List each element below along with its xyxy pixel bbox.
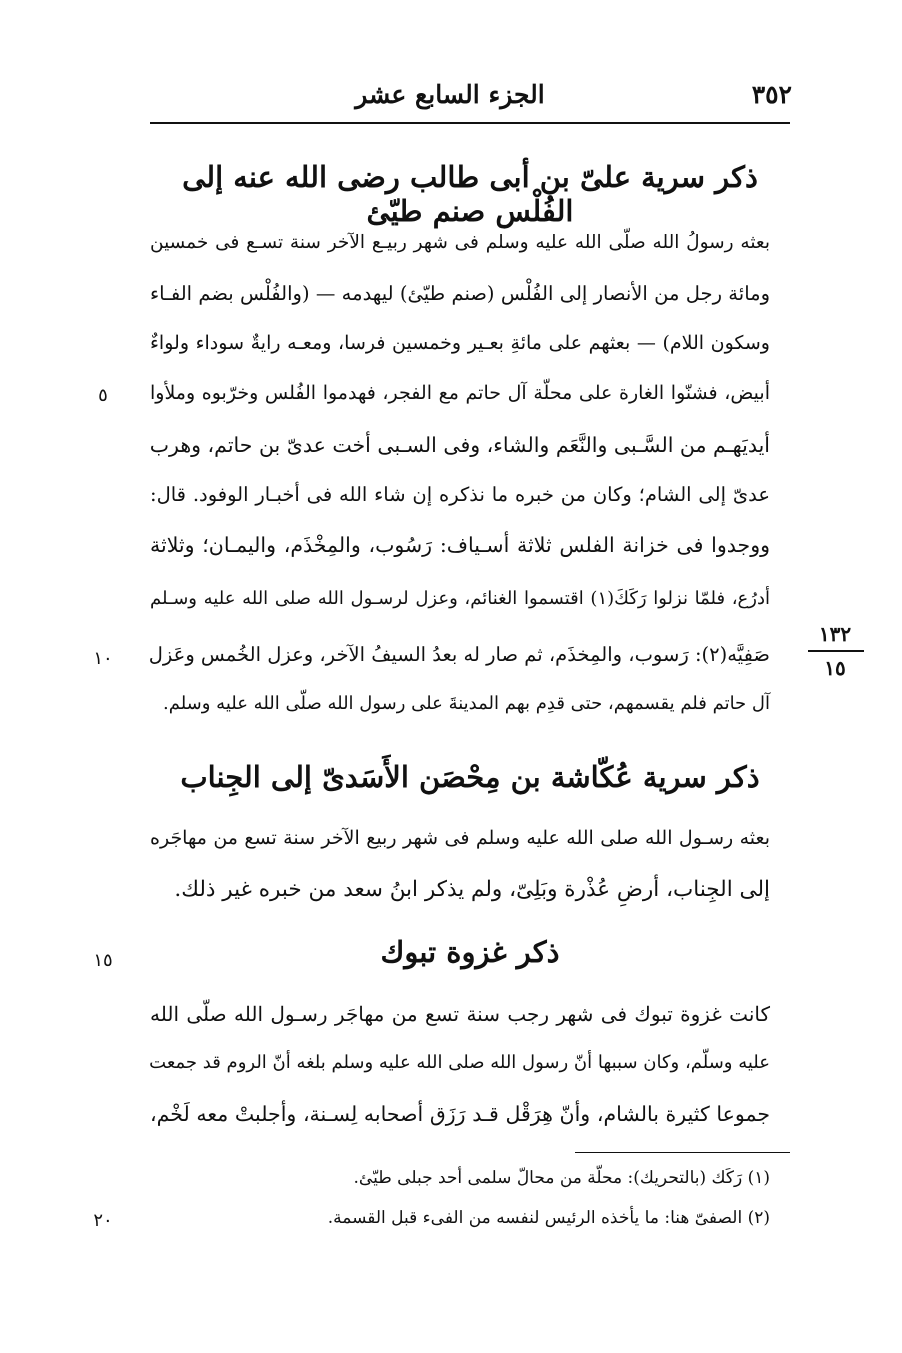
header-rule xyxy=(150,122,790,124)
side-ref-bottom: ١٥ xyxy=(824,656,846,680)
text-line: أدرُع، فلمّا نزلوا رَكَكَ(١) اقتسموا الغنائم، وعزل لرسـول الله صلى الله عليه وسـلم xyxy=(150,588,770,609)
text-line: إلى الجِناب، أرضِ عُذْرة وبَلِىّ، ولم يذكر ابنُ سعد من خبره غير ذلك. xyxy=(174,877,770,902)
section-heading: ذكر غزوة تبوك xyxy=(380,935,560,969)
side-ref-top: ١٣٢ xyxy=(818,622,852,646)
text-line: ومائة رجل من الأنصار إلى الفُلْس (صنم طيّئ) ليهدمه — (والفُلْس بضم الفـاء xyxy=(150,282,770,305)
text-line: آل حاتم فلم يقسمهم، حتى قدِم بهم المدينةَ على رسول الله صلّى الله عليه وسلم. xyxy=(163,693,770,714)
text-line: أيديَهـم من السَّـبى والنَّعَم والشاء، وفى السـبى أخت عدىّ بن حاتم، وهرب xyxy=(149,433,770,457)
page-number: ٣٥٢ xyxy=(751,80,792,109)
side-ref-rule xyxy=(808,650,864,652)
running-header-title: الجزء السابع عشر xyxy=(355,80,545,109)
footnote-rule xyxy=(575,1152,790,1153)
text-line: عدىّ إلى الشام؛ وكان من خبره ما نذكره إن شاء الله فى أخبـار الوفود. قال: xyxy=(150,483,770,506)
section-heading: ذكر سرية علىّ بن أبى طالب رضى الله عنه إلى الفُلْس صنم طيّئ xyxy=(182,160,758,228)
text-line: بعثه رسولُ الله صلّى الله عليه وسلم فى شهر ربيـع الآخر سنة تسـع فى خمسين xyxy=(150,232,770,253)
footnote: (١) رَكَك (بالتحريك): محلّة من محالّ سلمى أحد جبلى طيّئ. xyxy=(353,1168,770,1188)
text-line: أبيض، فشنّوا الغارة على محلّة آل حاتم مع الفجر، فهدموا الفُلس وخرّبوه وملأوا xyxy=(150,382,770,404)
margin-line-number: ١٥ xyxy=(93,950,113,971)
text-line: بعثه رسـول الله صلى الله عليه وسلم فى شهر ربيع الآخر سنة تسع من مهاجَره xyxy=(150,827,770,849)
footnote: (٢) الصفىّ هنا: ما يأخذه الرئيس لنفسه من الفىء قبل القسمة. xyxy=(327,1208,770,1228)
text-line: وسكون اللام) — بعثهم على مائةِ بعـير وخمسين فرسا، ومعـه رايةٌ سوداء ولواءٌ xyxy=(150,332,770,354)
margin-line-number: ٢٠ xyxy=(93,1210,113,1231)
margin-line-number: ٥ xyxy=(98,385,108,406)
text-line: كانت غزوة تبوك فى شهر رجب سنة تسع من مهاجَر رسـول الله صلّى الله xyxy=(150,1002,770,1026)
text-line: ووجدوا فى خزانة الفلس ثلاثة أسـياف: رَسُوب، والمِخْذَم، واليمـان؛ وثلاثة xyxy=(150,533,770,557)
text-line: عليه وسلّم، وكان سببها أنّ رسول الله صلى الله عليه وسلم بلغه أنّ الروم قد جمعت xyxy=(149,1052,770,1073)
text-line: صَفِيَّه(٢): رَسوب، والمِخذَم، ثم صار له بعدُ السيفُ الآخر، وعزل الخُمس وعَزل xyxy=(148,643,770,666)
text-line: جموعا كثيرة بالشام، وأنّ هِرَقْل قـد رَزَق أصحابه لِسـنة، وأجلبتْ معه لَخْم، xyxy=(150,1102,770,1126)
section-heading: ذكر سرية عُكّاشة بن مِحْصَن الأَسَدىّ إلى الجِناب xyxy=(180,760,760,794)
margin-line-number: ١٠ xyxy=(93,648,113,669)
